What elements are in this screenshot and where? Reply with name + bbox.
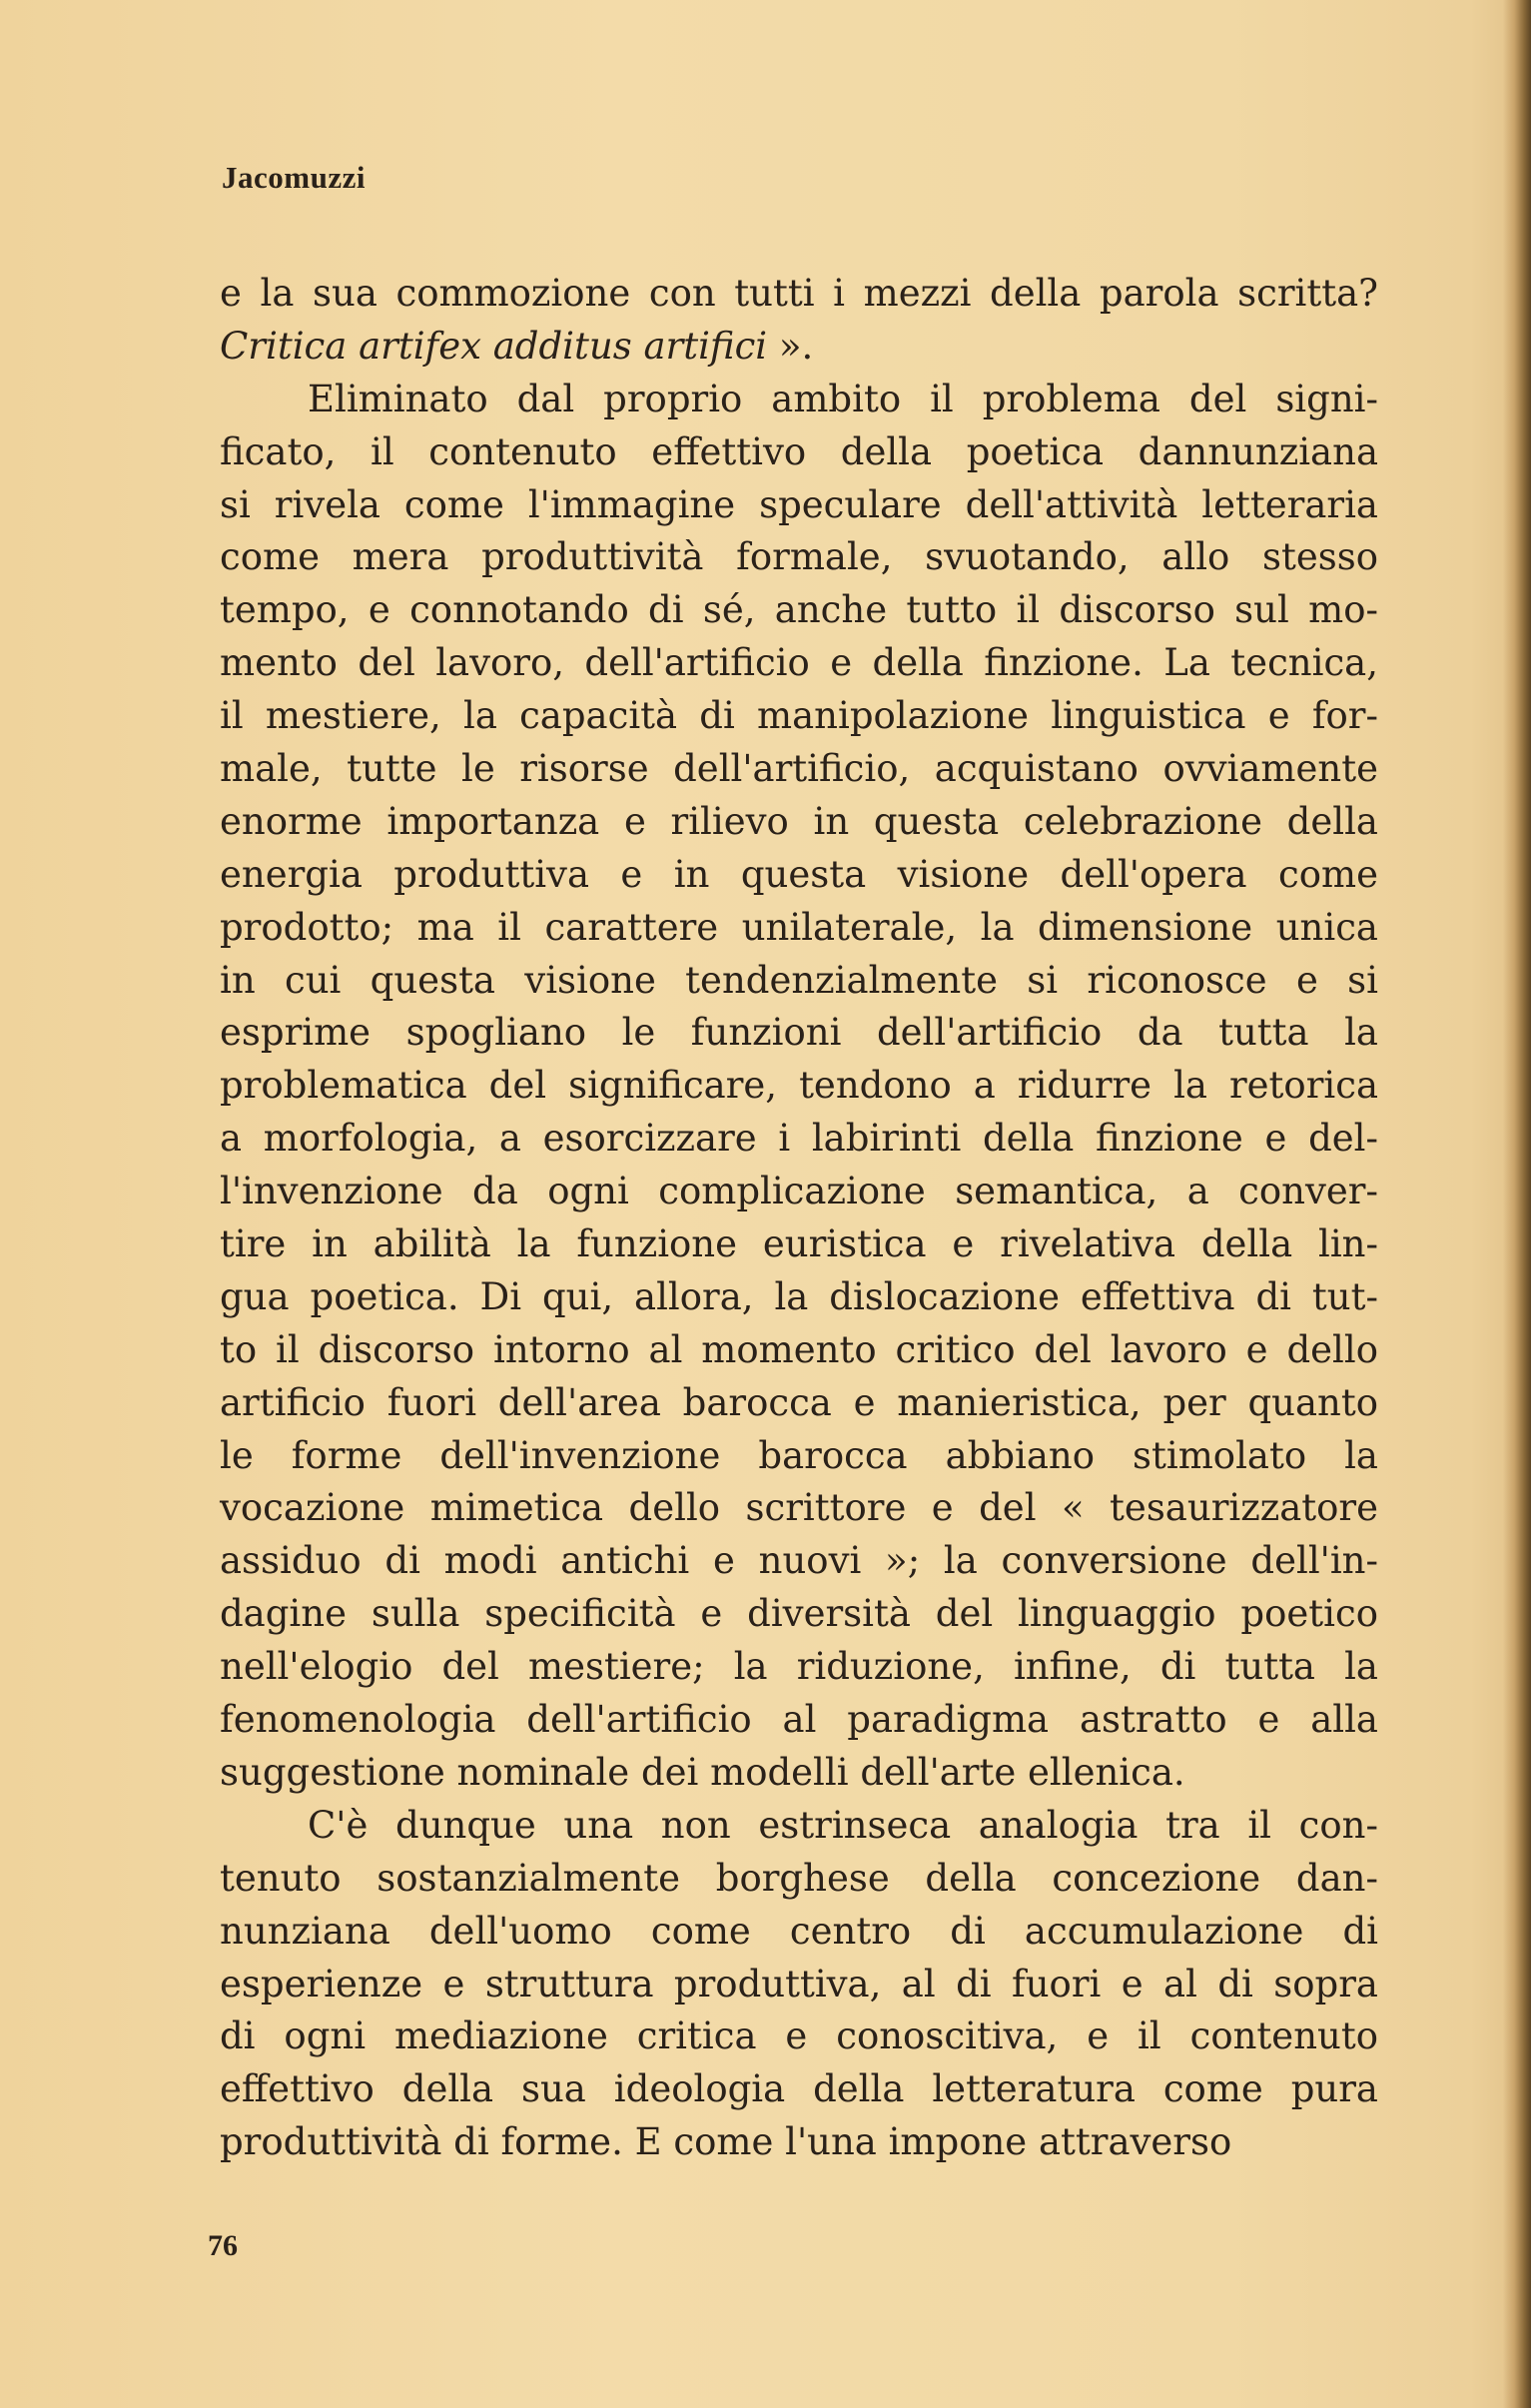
text-line [220, 1060, 1378, 1113]
text-line [220, 426, 1378, 479]
line-text: esprime spogliano le funzioni dell'artificio da tutta la [220, 1011, 1378, 1055]
line-text: assiduo di modi antichi e nuovi »; la conversione dell'in- [220, 1539, 1378, 1583]
paragraph [220, 268, 1378, 374]
page-edge-shadow [1503, 0, 1531, 2408]
text-line [220, 1324, 1378, 1377]
text-line [220, 849, 1378, 902]
text-line [220, 1906, 1378, 1959]
line-text: in cui questa visione tendenzialmente si riconosce e si [220, 958, 1378, 1002]
line-text: suggestione nominale dei modelli dell'arte ellenica. [220, 1750, 1185, 1794]
line-text: ». [767, 324, 814, 368]
text-line [220, 1166, 1378, 1218]
line-text: a morfologia, a esorcizzare i labirinti della finzione e del- [220, 1117, 1378, 1161]
line-text: le forme dell'invenzione barocca abbiano stimolato la [220, 1433, 1378, 1477]
line-text: Eliminato dal proprio ambito il problema del signi- [308, 377, 1378, 420]
text-line [220, 2116, 1378, 2169]
line-text: gua poetica. Di qui, allora, la dislocazione effettiva di tut- [220, 1274, 1378, 1318]
line-text: energia produttiva e in questa visione dell'opera come [220, 852, 1378, 896]
line-text: tempo, e connotando di sé, anche tutto il discorso sul mo- [220, 588, 1378, 632]
line-text: ficato, il contenuto effettivo della poetica dannunziana [220, 429, 1378, 473]
line-text: e la sua commozione con tutti i mezzi della parola scritta? [220, 272, 1378, 315]
line-text: produttività di forme. E come l'una impone attraverso [220, 2120, 1232, 2164]
text-line [220, 1588, 1378, 1641]
line-text: effettivo della sua ideologia della letteratura come pura [220, 2067, 1378, 2111]
line-text: il mestiere, la capacità di manipolazione linguistica e for- [220, 694, 1378, 738]
line-text: male, tutte le risorse dell'artificio, acquistano ovviamente [220, 747, 1378, 791]
text-line [220, 1694, 1378, 1747]
running-head: Jacomuzzi [222, 160, 366, 195]
text-line [220, 1641, 1378, 1694]
text-line [220, 743, 1378, 796]
text-line [220, 902, 1378, 955]
line-text: fenomenologia dell'artificio al paradigma astratto e alla [220, 1698, 1378, 1742]
text-line [220, 531, 1378, 584]
text-line [220, 268, 1378, 321]
text-line [220, 1800, 1378, 1853]
line-text: tenuto sostanzialmente borghese della concezione dan- [220, 1856, 1378, 1900]
text-line [220, 1959, 1378, 2011]
line-text: vocazione mimetica dello scrittore e del « tesaurizzatore [220, 1486, 1378, 1530]
text-line [220, 1430, 1378, 1483]
line-text: dagine sulla specificità e diversità del linguaggio poetico [220, 1592, 1378, 1636]
text-line [220, 1747, 1378, 1800]
text-line [220, 321, 1378, 374]
text-line [220, 584, 1378, 637]
text-line [220, 374, 1378, 426]
line-text: artificio fuori dell'area barocca e manieristica, per quanto [220, 1380, 1378, 1424]
text-line [220, 690, 1378, 743]
line-text: nunziana dell'uomo come centro di accumulazione di [220, 1909, 1378, 1953]
line-text: prodotto; ma il carattere unilaterale, la dimensione unica [220, 905, 1378, 949]
line-text: C'è dunque una non estrinseca analogia tra il con- [308, 1803, 1378, 1847]
text-line [220, 1271, 1378, 1324]
text-line [220, 2010, 1378, 2063]
text-line [220, 1482, 1378, 1535]
line-text: enorme importanza e rilievo in questa celebrazione della [220, 799, 1378, 843]
line-text: come mera produttività formale, svuotando, allo stesso [220, 535, 1378, 579]
text-line [220, 1007, 1378, 1060]
line-text: esperienze e struttura produttiva, al di fuori e al di sopra [220, 1962, 1378, 2006]
body-text [220, 268, 1378, 2169]
text-line [220, 955, 1378, 1008]
line-text: si rivela come l'immagine speculare dell'attività letteraria [220, 482, 1378, 526]
text-line [220, 479, 1378, 532]
line-text: di ogni mediazione critica e conoscitiva, e il contenuto [220, 2014, 1378, 2058]
text-line [220, 1377, 1378, 1430]
italic-quote: Critica artifex additus artifici [220, 324, 768, 368]
paragraph [220, 1800, 1378, 2169]
line-text: to il discorso intorno al momento critico del lavoro e dello [220, 1327, 1378, 1371]
line-text: nell'elogio del mestiere; la riduzione, infine, di tutta la [220, 1645, 1378, 1689]
text-line [220, 1853, 1378, 1906]
text-line [220, 796, 1378, 849]
page-number: 76 [208, 2229, 238, 2262]
text-line [220, 1113, 1378, 1166]
line-text: problematica del significare, tendono a ridurre la retorica [220, 1064, 1378, 1108]
line-text: l'invenzione da ogni complicazione semantica, a conver- [220, 1170, 1378, 1213]
text-line [220, 2063, 1378, 2116]
line-text: mento del lavoro, dell'artificio e della finzione. La tecnica, [220, 641, 1378, 685]
text-line [220, 1218, 1378, 1271]
paragraph [220, 374, 1378, 1800]
line-text: tire in abilità la funzione euristica e rivelativa della lin- [220, 1222, 1378, 1266]
text-line [220, 637, 1378, 690]
text-line [220, 1535, 1378, 1588]
